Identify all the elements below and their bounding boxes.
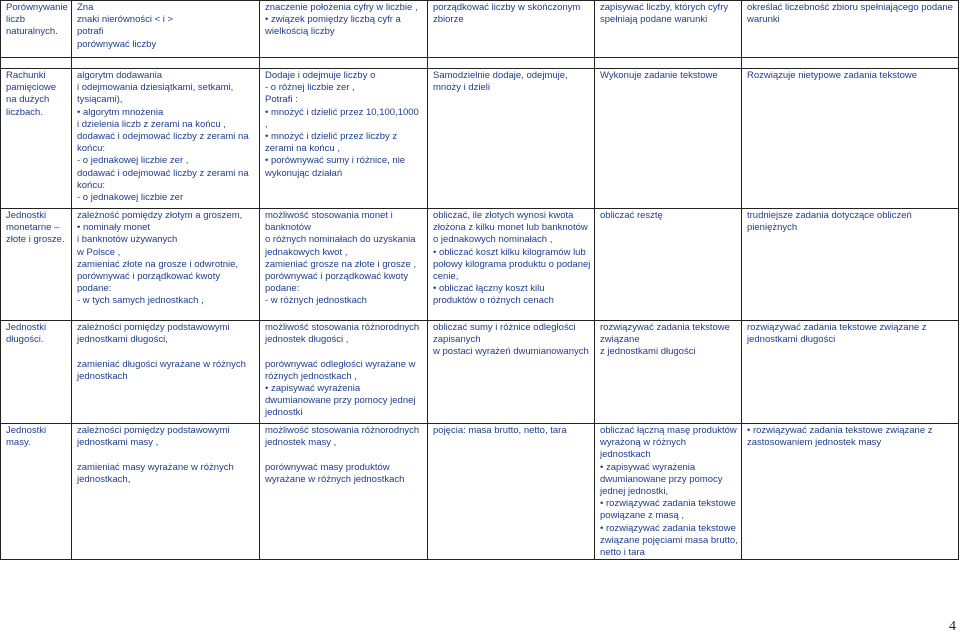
- cell-line: podane:: [265, 283, 300, 295]
- cell-c2: [260, 321, 428, 424]
- cell-line: w Polsce ,: [77, 246, 121, 258]
- cell-line: - o różnej liczbie zer ,: [265, 82, 355, 94]
- cell-c1: [72, 209, 260, 321]
- cell-line: • związek pomiędzy liczbą cyfr a wielkością liczby: [265, 14, 401, 38]
- cell-line: porównywać liczby: [77, 38, 157, 50]
- cell-line: porządkować liczby w skończonym zbiorze: [433, 2, 581, 26]
- row-mental-math: [1, 69, 959, 209]
- cell-line: zamieniać grosze na złote i grosze ,: [265, 258, 417, 270]
- cell-line: porównywać odległości wyrażane w różnych jednostkach ,: [265, 358, 416, 382]
- cell-line: obliczać resztę: [600, 210, 663, 221]
- cell-line: zamieniać długości wyrażane w różnych jednostkach: [77, 358, 246, 382]
- cell-line: [77, 346, 256, 358]
- cell-c2: [260, 209, 428, 321]
- topic-label: Jednostki długości.: [6, 322, 47, 346]
- cell-line: • mnożyć i dzielić przez liczby z zerami na końcu ,: [265, 131, 398, 155]
- topic-cell: [1, 424, 72, 560]
- cell-line: • nominały monet: [77, 222, 151, 234]
- cell-line: dodawać i odejmować liczby z zerami na końcu:: [77, 167, 249, 191]
- topic-cell: [1, 321, 72, 424]
- cell-line: • rozwiązywać zadania tekstowe związane z zastosowaniem jednostek masy: [747, 425, 933, 449]
- cell-line: Potrafi :: [265, 94, 298, 106]
- cell-line: Dodaje i odejmuje liczby o: [265, 70, 376, 81]
- cell-c3: [428, 209, 595, 321]
- row-length: [1, 321, 959, 424]
- topic-cell: [1, 209, 72, 321]
- cell-line: Porównywanie liczb naturalnych.: [6, 2, 68, 38]
- cell-line: • zapisywać wyrażenia dwumianowane przy pomocy jednej jednostki,: [600, 461, 723, 498]
- cell-line: • porównywać sumy i różnice, nie wykonując działań: [265, 155, 406, 179]
- cell-line: możliwość stosowania różnorodnych jednostek długości ,: [265, 322, 420, 346]
- cell-line: o różnych nominałach do uzyskania jednakowych kwot ,: [265, 234, 416, 258]
- cell-c4: [595, 69, 742, 209]
- spacer-cell: [1, 58, 72, 69]
- header-cell-2: [260, 1, 428, 58]
- header-cell-4: [595, 1, 742, 58]
- cell-line: i banknotów używanych: [77, 234, 178, 246]
- cell-line: pojęcia: masa brutto, netto, tara: [433, 425, 567, 436]
- cell-line: • obliczać koszt kilku kilogramów lub połowy kilograma produktu o podanej cenie,: [433, 246, 591, 283]
- header-cell-1: [72, 1, 260, 58]
- spacer-cell: [72, 58, 260, 69]
- cell-line: obliczać sumy i różnice odległości zapisanych: [433, 322, 576, 346]
- cell-c5: [742, 424, 959, 560]
- cell-line: zamieniać masy wyrażane w różnych jednostkach,: [77, 461, 234, 485]
- cell-c1: [72, 321, 260, 424]
- cell-line: rozwiązywać zadania tekstowe związane z jednostkami długości: [747, 322, 927, 346]
- spacer-cell: [742, 58, 959, 69]
- row-currency: [1, 209, 959, 321]
- cell-line: • mnożyć i dzielić przez 10,100,1000: [265, 106, 419, 118]
- cell-line: • rozwiązywać zadania tekstowe powiązane z masą ,: [600, 498, 736, 522]
- cell-c5: [742, 69, 959, 209]
- cell-line: rozwiązywać zadania tekstowe związane: [600, 322, 730, 346]
- cell-line: obliczać, ile złotych wynosi kwota złożona z kilku monet lub banknotów o jednakowych nominałach ,: [433, 210, 588, 246]
- header-cell-5: [742, 1, 959, 58]
- cell-line: zależności pomiędzy podstawowymi jednostkami długości,: [77, 322, 230, 346]
- cell-line: potrafi: [77, 26, 104, 38]
- cell-c1: [72, 424, 260, 560]
- cell-line: [77, 449, 256, 461]
- cell-c2: [260, 424, 428, 560]
- header-cell-0: [1, 1, 72, 58]
- row-mass: [1, 424, 959, 560]
- cell-line: zależności pomiędzy podstawowymi jednostkami masy ,: [77, 425, 230, 449]
- topic-label: Jednostki monetarne – złote i grosze.: [6, 210, 65, 246]
- cell-line: [265, 449, 424, 461]
- cell-line: trudniejsze zadania dotyczące obliczeń pieniężnych: [747, 210, 912, 234]
- cell-line: zależność pomiędzy złotym a groszem,: [77, 210, 243, 221]
- cell-line: • zapisywać wyrażenia dwumianowane przy pomocy jednej jednostki: [265, 383, 416, 419]
- cell-line: określać liczebność zbioru spełniającego podane warunki: [747, 2, 953, 26]
- spacer-row: [1, 58, 959, 69]
- header-row: [1, 1, 959, 58]
- cell-line: Zna: [77, 2, 94, 13]
- cell-c3: [428, 321, 595, 424]
- cell-line: zapisywać liczby, których cyfry spełniają podane warunki: [600, 2, 729, 26]
- cell-line: • obliczać łączny koszt kilu produktów o różnych cenach: [433, 283, 554, 307]
- cell-line: • algorytm mnożenia: [77, 106, 164, 118]
- cell-line: porównywać i porządkować kwoty: [77, 271, 221, 283]
- topic-label: Rachunki pamięciowe na dużych liczbach.: [6, 70, 57, 118]
- topic-label: Jednostki masy.: [6, 425, 47, 449]
- cell-line: obliczać łączną masę produktów wyrażoną w różnych jednostkach: [600, 425, 737, 461]
- cell-line: Wykonuje zadanie tekstowe: [600, 70, 718, 81]
- cell-line: dodawać i odejmować liczby z zerami na końcu:: [77, 131, 249, 155]
- cell-line: znaczenie położenia cyfry w liczbie ,: [265, 2, 418, 13]
- spacer-cell: [260, 58, 428, 69]
- cell-line: - o jednakowej liczbie zer ,: [77, 155, 189, 167]
- cell-c1: [72, 69, 260, 209]
- cell-line: [265, 346, 424, 358]
- cell-line: w postaci wyrażeń dwumianowanych: [433, 346, 589, 358]
- page-number: 4: [949, 619, 956, 634]
- cell-c4: [595, 321, 742, 424]
- cell-line: i dzielenia liczb z zerami na końcu ,: [77, 118, 226, 130]
- cell-c3: [428, 424, 595, 560]
- cell-line: porównywać i porządkować kwoty: [265, 271, 409, 283]
- cell-line: znaki nierówności < i >: [77, 14, 174, 26]
- cell-line: porównywać masy produktów wyrażane w różnych jednostkach: [265, 461, 405, 485]
- cell-line: możliwość stosowania różnorodnych jednostek masy ,: [265, 425, 420, 449]
- cell-line: - w tych samych jednostkach ,: [77, 295, 204, 307]
- cell-line: zamieniać złote na grosze i odwrotnie,: [77, 258, 239, 270]
- cell-c4: [595, 209, 742, 321]
- cell-line: algorytm dodawania: [77, 70, 163, 81]
- cell-line: • rozwiązywać zadania tekstowe związane pojęciami masa brutto, netto i tara: [600, 522, 738, 559]
- cell-line: - o jednakowej liczbie zer: [77, 192, 184, 204]
- cell-c2: [260, 69, 428, 209]
- header-cell-3: [428, 1, 595, 58]
- cell-line: Rozwiązuje nietypowe zadania tekstowe: [747, 70, 918, 81]
- cell-c5: [742, 209, 959, 321]
- cell-line: możliwość stosowania monet i banknotów: [265, 210, 393, 234]
- cell-c5: [742, 321, 959, 424]
- cell-line: i odejmowania dziesiątkami, setkami, tysiącami),: [77, 82, 234, 106]
- cell-c4: [595, 424, 742, 560]
- spacer-cell: [595, 58, 742, 69]
- cell-c3: [428, 69, 595, 209]
- cell-line: ,: [265, 118, 268, 130]
- cell-line: Samodzielnie dodaje, odejmuje, mnoży i dzieli: [433, 70, 568, 94]
- cell-line: - w różnych jednostkach: [265, 295, 367, 307]
- cell-line: z jednostkami długości: [600, 346, 696, 358]
- cell-line: podane:: [77, 283, 112, 295]
- topic-cell: [1, 69, 72, 209]
- spacer-cell: [428, 58, 595, 69]
